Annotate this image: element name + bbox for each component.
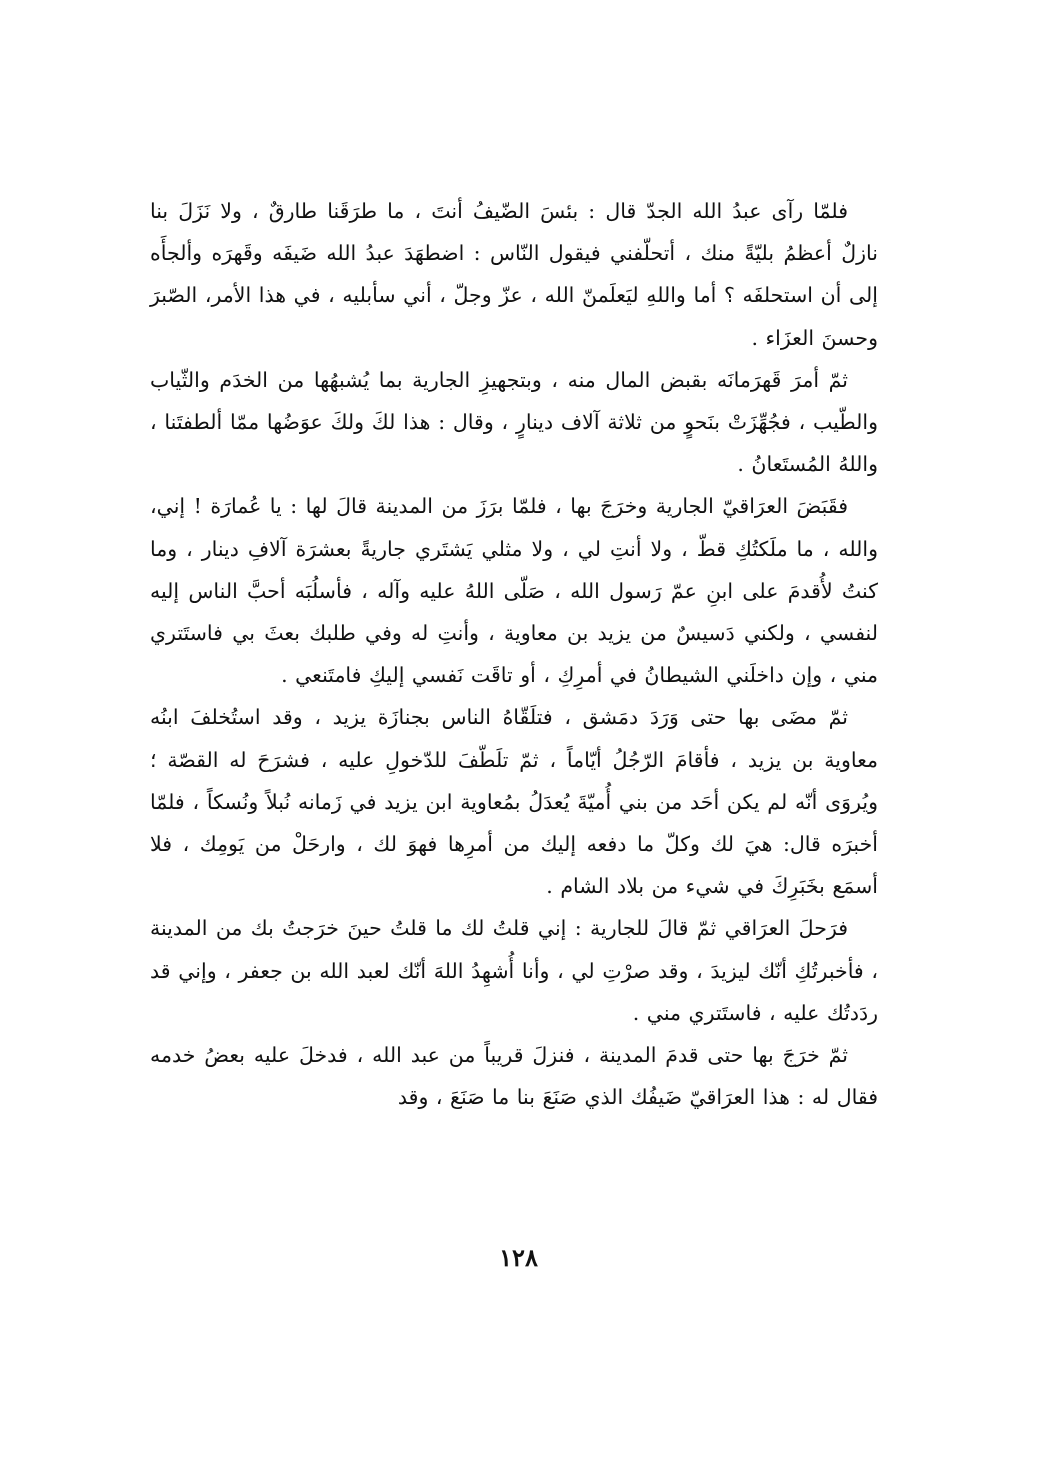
paragraph-2: ثمّ أمرَ قَهرَمانَه بقبض المال منه ، وبتجهيزِ الجارية بما يُشبهُها من الخدَم والثّياب والطّيب ، فجُهِّزَتْ بنَحوٍ من ثلاثة آلاف دينارٍ ، وقال : هذا لكَ ولكَ عوَضُها ممّا ألطفتَنا ، واللهُ المُستَعانُ . [150,367,878,477]
page-number: ١٢٨ [499,1243,538,1272]
paragraph-6: ثمّ خرَجَ بها حتى قدمَ المدينة ، فنزلَ قريباً من عبد الله ، فدخلَ عليه بعضُ خدمه فقال له : هذا العرَاقيّ ضَيفُك الذي صَنَعَ بنا ما صَنَعَ ، وقد [150,1043,878,1110]
paragraph-1: فلمّا رآى عبدُ الله الجدّ قال : بئسَ الضّيفُ أنتَ ، ما طرَقَنا طارقٌ ، ولا نَزَلَ بنا نازلٌ أعظمُ بليّةً منك ، أتحلّفني فيقول النّاس : اضطهَدَ عبدُ الله ضَيفَه وقَهرَه وألجأَه إلى أن استحلفَه ؟ أما واللهِ ليَعلَمنّ الله ، عزّ وجلّ ، أني سأبليه ، في هذا الأمر، الصّبرَ وحسنَ العزَاء . [150,199,878,350]
paragraph-4: ثمّ مضَى بها حتى وَرَدَ دمَشق ، فتلَقّاهُ الناس بجنازَة يزيد ، وقد استُخلفَ ابنُه معاوية بن يزيد ، فأقامَ الرّجُلُ أيّاماً ، ثمّ تلَطّفَ للدّخولِ عليه ، فشرَحَ له القصّة ؛ ويُروَى أنّه لم يكن أحَد من بني أُميّةَ يُعدَلُ بمُعاوية ابن يزيد في زَمانه نُبلاً ونُسكاً ، فلمّا أخبرَه قال: هيَ لك وكلّ ما دفعه إليك من أمرِها فهوَ لك ، وارحَلْ من يَومِك ، فلا أسمَع بخَبَرِكَ في شيء من بلاد الشام . [150,705,878,899]
paragraph-3: فقَبَضَ العرَاقيّ الجارية وخرَجَ بها ، فلمّا برَزَ من المدينة قالَ لها : يا عُمارَة ! إني، والله ، ما ملَكتُكِ قطّ ، ولا أنتِ لي ، ولا مثلي يَشتَري جاريةً بعشرَة آلافِ دينار ، وما كنتُ لأُقدمَ على ابنِ عمّ رَسول الله ، صَلّى اللهُ عليه وآله ، فأسلُبَه أحبَّ الناس إليه لنفسي ، ولكني دَسيسٌ من يزيد بن معاوية ، وأنتِ له وفي طلبك بعثَ بي فاستَتري مني ، وإن داخلَني الشيطانُ في أمرِكِ ، أو تاقَت نَفسي إليكِ فامتَنعي . [150,494,878,688]
page-text-block [150,190,878,1118]
paragraph-5: فرَحلَ العرَاقي ثمّ قالَ للجارية : إني قلتُ لك ما قلتُ حينَ خرَجتُ بك من المدينة ، فأخبرتُكِ أنّك ليزيدَ ، وقد صرْتِ لي ، وأنا أُشهِدُ اللهَ أنّك لعبد الله بن جعفر ، وإني قد ردَدتُك عليه ، فاستَتري مني . [150,916,878,1025]
